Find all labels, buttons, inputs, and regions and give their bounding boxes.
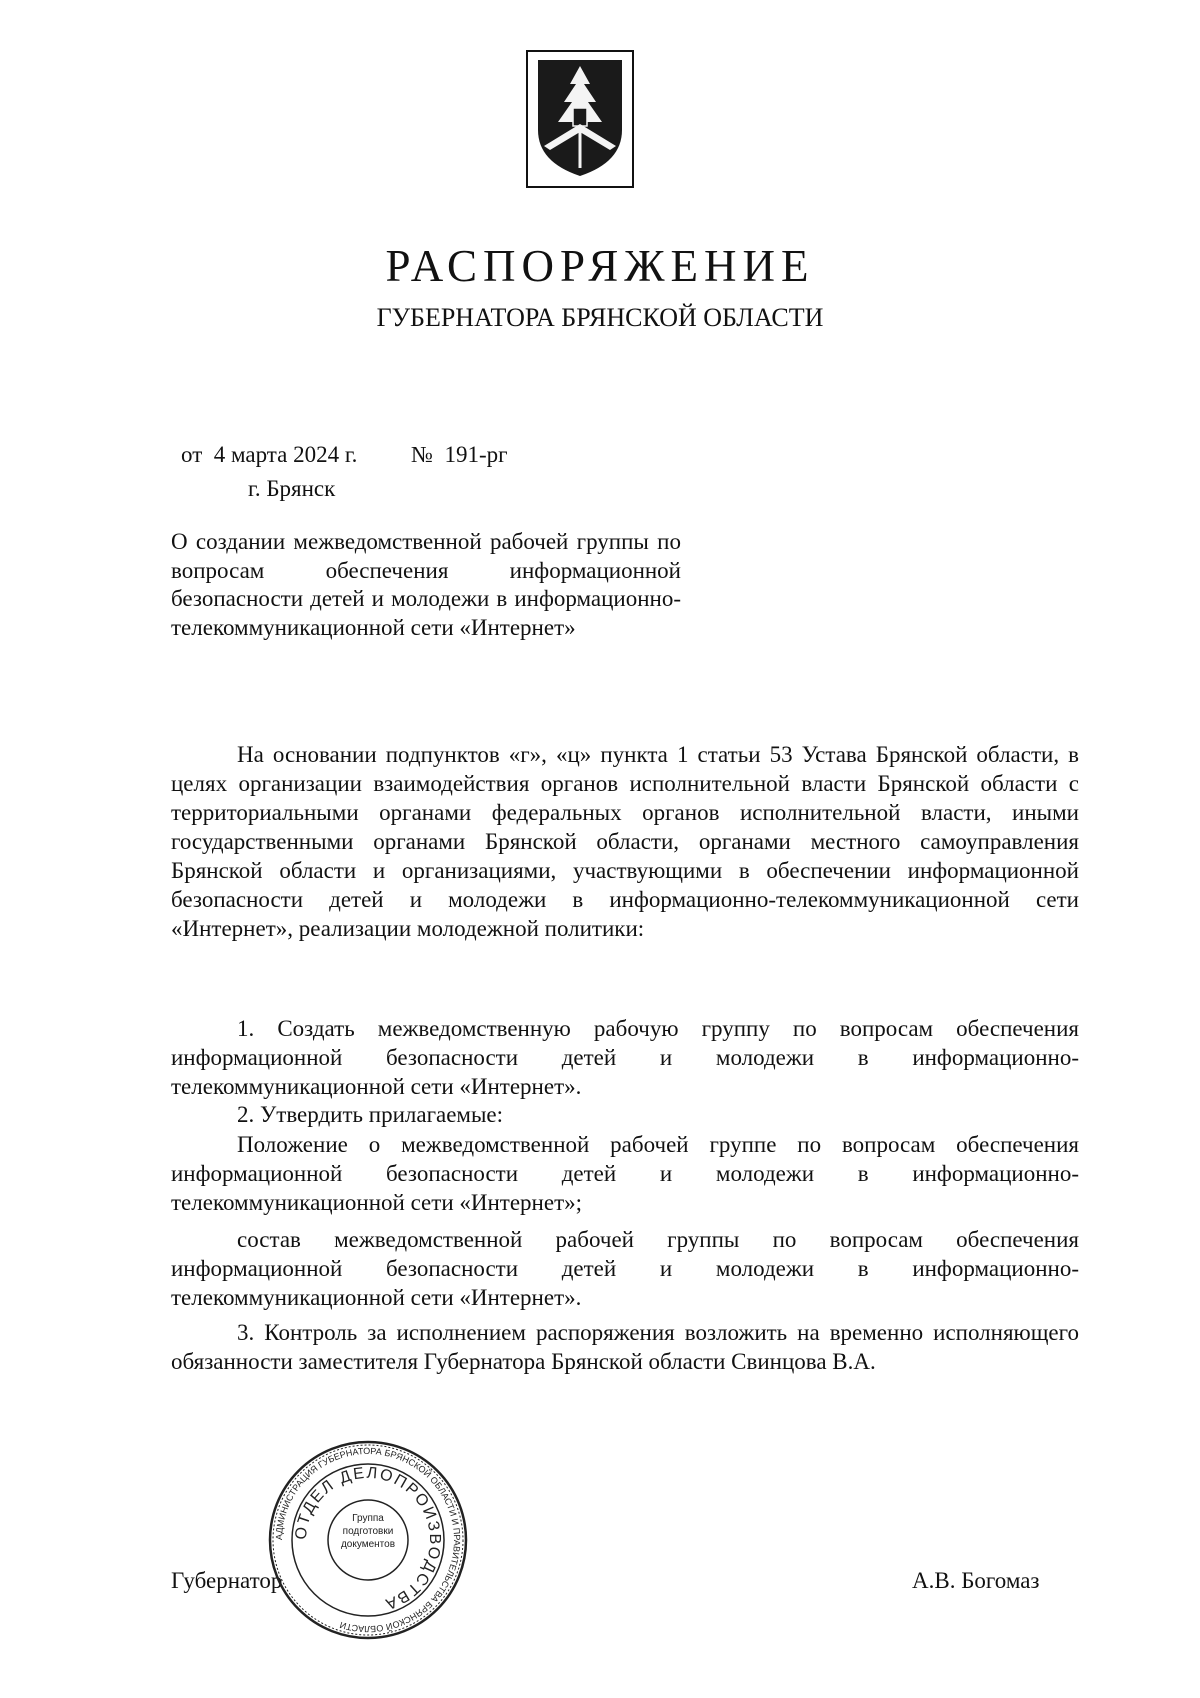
item-2-paragraph: 2. Утвердить прилагаемые: (237, 1102, 504, 1127)
document-title: РАСПОРЯЖЕНИЕ (385, 241, 815, 291)
stamp-ring-text: ОТДЕЛ ДЕЛОПРОИЗВОДСТВА (292, 1464, 444, 1613)
item-2b-paragraph: состав межведомственной рабочей группы по вопросам обеспечения информационной безопасности детей и молодежи в информационно-телекоммуникационной сети «Интернет». (171, 1227, 1079, 1310)
signatory-name: А.В. Богомаз (912, 1568, 1040, 1593)
document-subtitle: ГУБЕРНАТОРА БРЯНСКОЙ ОБЛАСТИ (376, 303, 824, 332)
signatory-position: Губернатор (171, 1568, 283, 1593)
stamp-outer-text: АДМИНИСТРАЦИЯ ГУБЕРНАТОРА БРЯНСКОЙ ОБЛАСТИ И ПРАВИТЕЛЬСТВА БРЯНСКОЙ ОБЛАСТИ (273, 1445, 463, 1635)
document-subject: О создании межведомственной рабочей группы по вопросам обеспечения информационной безопасности детей и молодежи в информационно-телекоммуникационной сети «Интернет» (171, 529, 681, 640)
document-date: от 4 марта 2024 г. (181, 442, 358, 467)
document-number: № 191-рг (411, 442, 508, 467)
document-city: г. Брянск (248, 476, 336, 501)
office-stamp (268, 1440, 468, 1640)
coat-of-arms-emblem (526, 50, 634, 188)
item-2a-paragraph: Положение о межведомственной рабочей группе по вопросам обеспечения информационной безопасности детей и молодежи в информационно-телекоммуникационной сети «Интернет»; (171, 1132, 1079, 1215)
basis-paragraph: На основании подпунктов «г», «ц» пункта 1 статьи 53 Устава Брянской области, в целях организации взаимодействия органов исполнительной власти Брянской области с территориальными органами федеральных органов исполнительной власти, иными государственными органами Брянской области, органами местного самоуправления Брянской области и организациями, участвующими в обеспечении информационной безопасности детей и молодежи в информационно-телекоммуникационной сети «Интернет», реализации молодежной политики: (171, 742, 1079, 941)
item-3-paragraph: 3. Контроль за исполнением распоряжения возложить на временно исполняющего обязанности заместителя Губернатора Брянской области Свинцова В.А. (171, 1320, 1079, 1374)
stamp-center-text: Группа подготовки документов (340, 1513, 396, 1550)
item-1-paragraph: 1. Создать межведомственную рабочую группу по вопросам обеспечения информационной безопасности детей и молодежи в информационно-телекоммуникационной сети «Интернет». (171, 1016, 1079, 1099)
